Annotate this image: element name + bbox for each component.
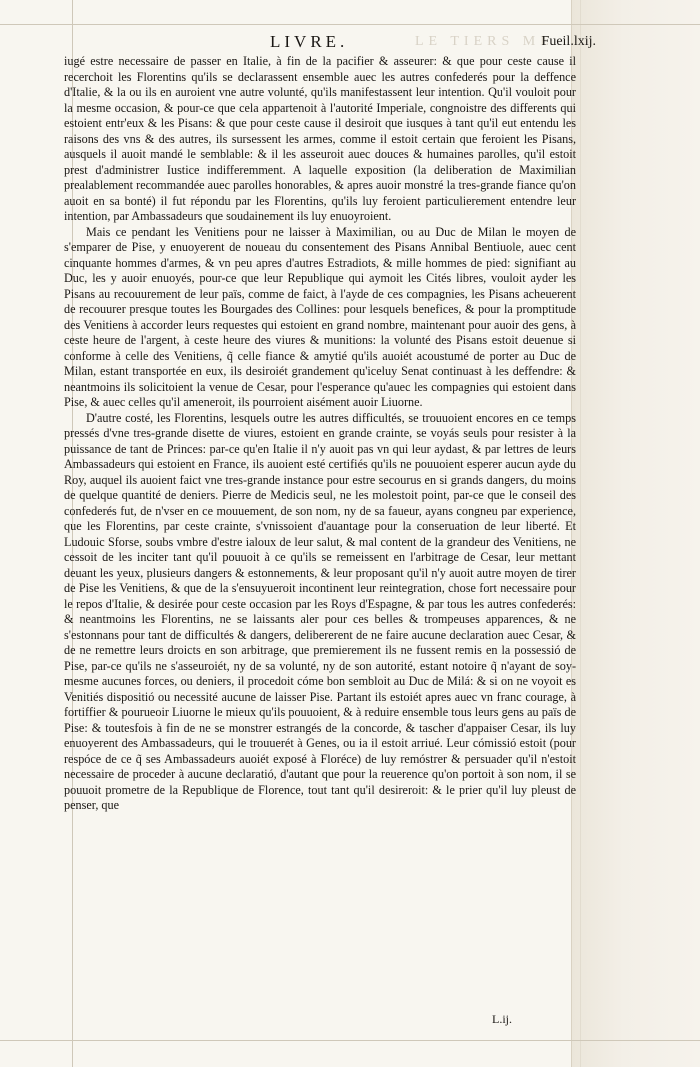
paragraph: D'autre costé, les Florentins, lesquels outre les autres difficultés, se trouuoient encores en ce temps pressés d'vne tres-grande disette de viures, estoient en grande crainte, se voyás seuls pour resister à la puissance de tant de Princes: par-ce qu'en Italie il n'y auoit pas vn qui leur aydast, & par lettres de leurs Ambassadeurs qui estoient en France, ils auoient esté certifiés qu'ils ne pouuoient esperer aucun ayde du Roy, auquel ils auoient faict vne tres-grande instance pour estre secourus en si grands dangers, du moins de quelque quantité de deniers. Pierre de Medicis seul, ne les molestoit point, par-ce que le conseil des confederés fut, de n'vser en ce mouuement, de son nom, ny de sa faueur, ayans congneu par experience, que les Florentins, par ceste crainte, s'vnissoient d'auantage pour la conseruation de leur liberté. Et Ludouic Sforse, soubs vmbre d'estre ialoux de leur salut, & mal content de la grandeur des Venitiens, ne cessoit de les inciter tant qu'il pouuoit à ce qu'ils se remeissent en l'arbitrage de Cesar, leur mettant deuant les yeux, plusieurs dangers & estonnements, & leur proposant qu'il n'y auoit autre moyen de tirer de Pise les Venitiens, & que de la s'ensuyueroit incontinent leur reintegration, chose fort necessaire pour le repos d'Italie, & desirée pour ceste occasion par les Roys d'Espagne, & par tous les autres confederés: & neantmoins les Florentins, ne se laissants aler pour ces belles & trompeuses apparences, & ne s'estonnans pour tant de difficultés & dangers, delibererent de ne faire aucune declaration auec Cesar, & de ne remettre leurs droicts en son arbitrage, que premierement ils ne fussent remis en la possessió de Pise, par-ce qu'ils ne s'asseuroiét, ny de sa volunté, ny de son autorité, estant notoire q̃ n'ayant de soy-mesme aucunes forces, ou deniers, il procedoit cóme bon sembloit au Duc de Milá: & si on ne voyoit es Venitiés dispositió ou necessité aucune de laisser Pise. Partant ils estoiét apres auec vn franc courage, à fortiffier & pourueoir Liuorne le mieux qu'ils pouuoient, & à reduire ensemble tous leurs gens au païs de Pise: & toutesfois à fin de ne se monstrer estrangés de la concorde, & tascher d'appaiser Cesar, ils luy enuoyerent des Ambassadeurs, qui le trouuerét à Genes, ou ia il estoit arriué. Leur cómissió estoit (pour respóce de ce q̃ ses Ambassadeurs auoiét exposé à Floréce) de luy remóstrer & persuader qu'il n'estoit necessaire de proceder à aucune declaratió, d'autant que pour la reuerence qu'on portoit à son nom, il se pouuoit prometre de la Republique de Florence, tout tant qu'il desireroit: & le prier qu'il luy pleust de penser, que	[64, 410, 576, 812]
paragraph: Mais ce pendant les Venitiens pour ne laisser à Maximilian, ou au Duc de Milan le moyen de s'emparer de Pise, y enuoyerent de noueau du consentement des Pisans Annibal Bentiuole, auec cent cinquante hommes d'armes, & vn peu apres d'autres Estradiots, & mille hommes de pied: signifiant au Duc, les y auoir enuoyés, pour-ce que leur Republique qui aymoit les Cités libres, vouloit ayder les Pisans au recouurement de leur païs, comme de faict, à l'ayde de ces compagnies, les Pisans acheuerent de recouurer presque toutes les Bourgades des Collines: pour lesquels benefices, & pour la promptitude des Venitiens à accorder leurs requestes qui estoient en grand nombre, maintenant pour auoir des gens, à ceste heure de l'argent, à ceste heure des viures & munitions: la volunté des Pisans estoit deuenue si conforme à celle des Venitiens, q̃ celle fiance & amytié qu'ils auoiét acoustumé de porter au Duc de Milan, estant transportée en eux, ils desiroiét grandement qu'iceluy Senat continuast à les deffendre: & neantmoins ils solicitoient la venue de Cesar, pour l'esperance qu'auec les compagnies qui estoient dans Pise, & auec celles qu'il ameneroit, ils pourroient aisément auoir Liuorne.	[64, 224, 576, 409]
running-title: LIVRE.	[270, 32, 349, 51]
page-border-bottom	[0, 1040, 700, 1041]
folio-number: Fueil.lxij.	[541, 34, 596, 49]
running-head	[70, 32, 596, 54]
body-text	[64, 54, 576, 814]
page-border-top	[0, 24, 700, 25]
show-through-title: LE TIERS ME	[415, 34, 554, 49]
signature-mark: L.ij.	[492, 1012, 512, 1026]
paragraph: iugé estre necessaire de passer en Italie, à fin de la pacifier & asseurer: & que pour ceste cause il recerchoit les Florentins qu'ils se declarassent ensemble auec les autres confederés pour la deffence d'Italie, & la ou ils en auroient vne autre volunté, qu'ils manifestassent leur intention. Qu'il vouloit pour la mesme occasion, & pour-ce que cela appartenoit à l'autorité Imperiale, congnoistre des differents qui estoient entr'eux & les Pisans: & que pour ceste cause il desiroit que iusques à tant qu'il eut entendu les raisons des vns & des autres, ils sursessent les armes, comme il estoit certain que feroient les Pisans, ausquels il auoit mandé le semblable: & il les asseuroit auec douces & humaines parolles, qu'il estoit prest d'administrer Iustice indifferemment. A laquelle exposition (la deliberation de Maximilian prealablement recommandée auec parolles honorables, & apres auoir monstré la tres-grande fiance qu'on auoit en sa bonté) il fut répondu par les Florentins, qu'ils luy feroient particulierement entendre leur intention, par Ambassadeurs que soudainement ils luy enuoyroient.	[64, 54, 576, 223]
page-edge-line	[580, 0, 581, 1067]
facing-page-edge	[571, 0, 700, 1067]
